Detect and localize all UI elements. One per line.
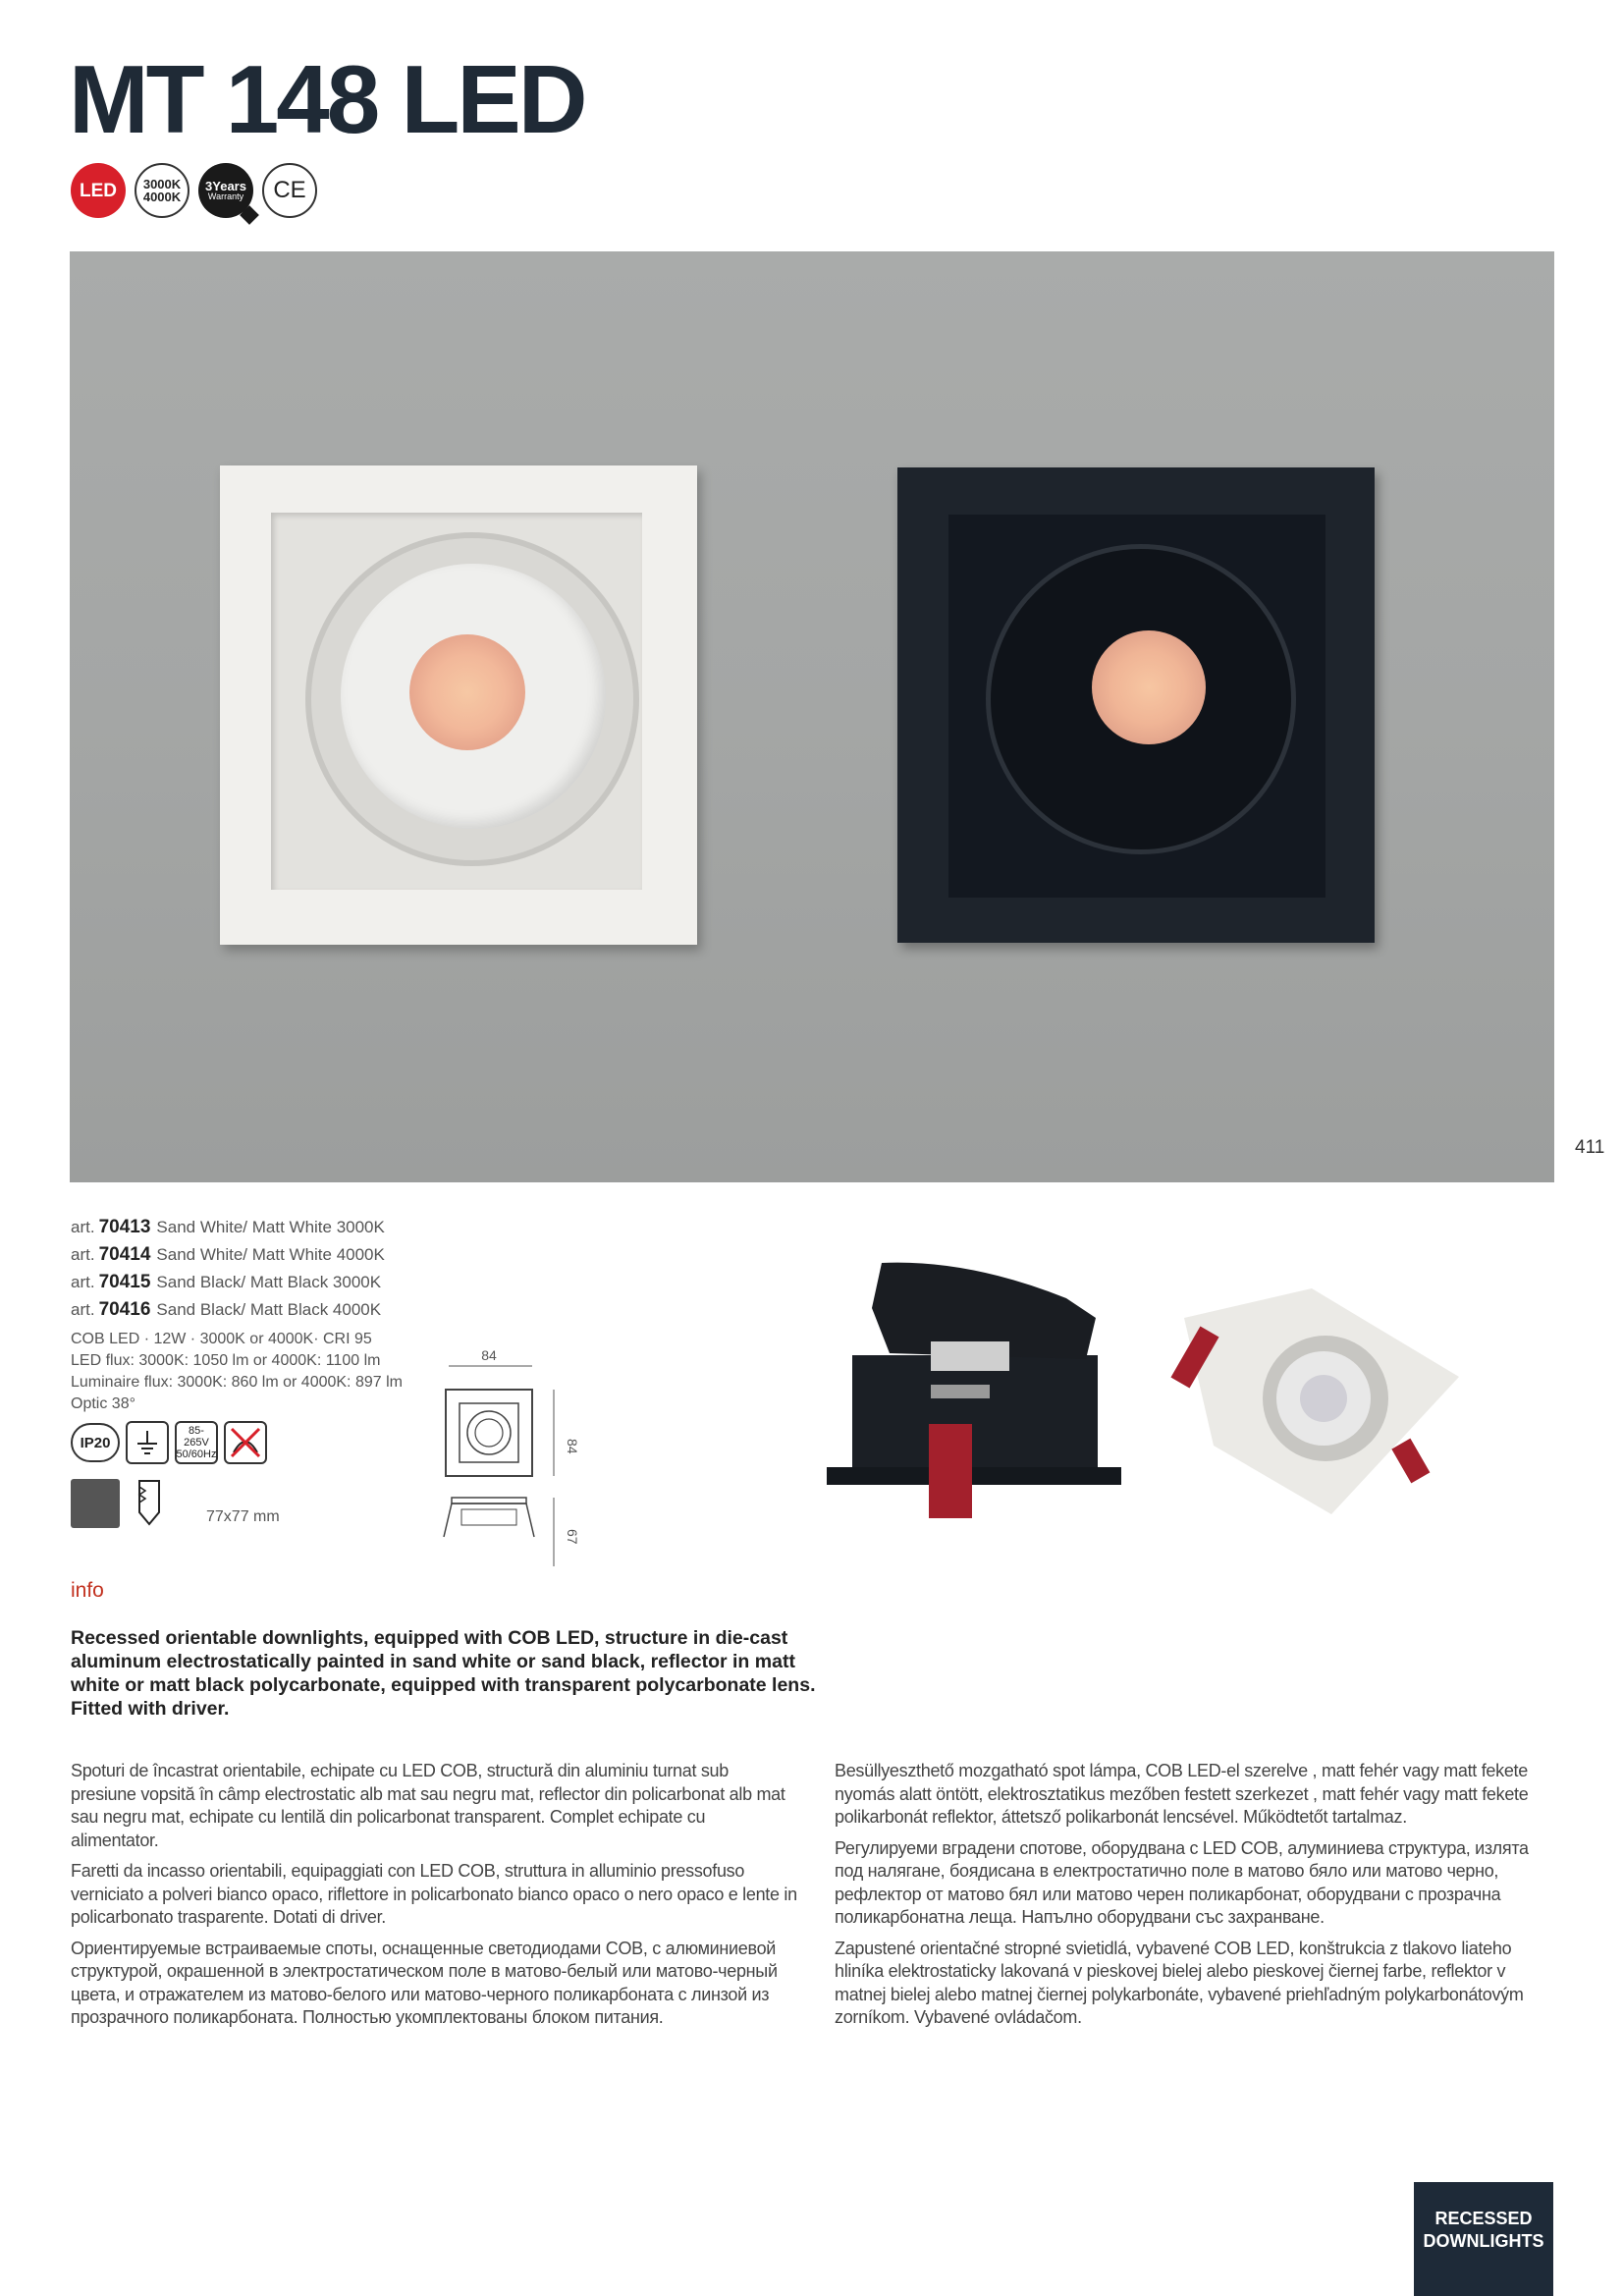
spec-line: Luminaire flux: 3000K: 860 lm or 4000K: 897 lm — [71, 1374, 403, 1391]
cutout-saw-icon — [132, 1479, 165, 1528]
section-tab-line-2: DOWNLIGHTS — [1423, 2231, 1544, 2251]
white-downlight-image — [220, 465, 697, 945]
descriptions-right-column — [835, 1760, 1561, 2038]
article-row: art. 70416 Sand Black/ Matt Black 4000K — [71, 1299, 382, 1320]
ip-rating-icon: IP20 — [71, 1423, 120, 1462]
product-hero-photo — [70, 251, 1554, 1182]
cutout-size: 77x77 mm — [206, 1508, 280, 1525]
info-heading: info — [71, 1579, 104, 1602]
spec-line: COB LED · 12W · 3000K or 4000K· CRI 95 — [71, 1331, 372, 1347]
spec-icons — [71, 1421, 267, 1464]
italian-description: Faretti da incasso orientabili, equipaggiati con LED COB, struttura in alluminio pressofuso verniciato a polveri bianco opaco, riflettore in policarbonato bianco opaco o nero opaco e lente in policarbonato trasparente. Dotati di driver. — [71, 1861, 797, 1927]
article-list — [71, 1214, 385, 1324]
product-title: MT 148 LED — [69, 45, 585, 153]
product-side-views-image — [821, 1249, 1469, 1544]
voltage-icon — [175, 1421, 218, 1464]
article-row: art. 70413 Sand White/ Matt White 3000K — [71, 1217, 385, 1237]
ground-class-icon — [126, 1421, 169, 1464]
section-tab-line-1: RECESSED — [1434, 2209, 1533, 2228]
kelvin-value-1: 3000K — [142, 177, 182, 191]
page-number: 411 — [1575, 1137, 1605, 1158]
section-tab — [1414, 2182, 1553, 2296]
color-temperature-badge-icon — [135, 163, 189, 218]
depth-dimension: 84 — [565, 1439, 580, 1454]
no-insulation-cover-icon — [224, 1421, 267, 1464]
technical-specs — [71, 1329, 403, 1415]
article-row: art. 70415 Sand Black/ Matt Black 3000K — [71, 1272, 382, 1292]
article-row: art. 70414 Sand White/ Matt White 4000K — [71, 1244, 385, 1265]
ce-mark-icon — [262, 163, 317, 218]
voltage-range: 85-265V — [184, 1424, 209, 1449]
hungarian-description: Besüllyeszthető mozgatható spot lámpa, COB LED-el szerelve , matt fehér vagy matt fekete nyomás alatt öntött, elektrosztatikus mezőben festett szerkezet , matt fehér vagy matt fekete polikarbonát reflektor, áttetsző polikarbonát lencsével. Működtetőt tartalmaz. — [835, 1761, 1529, 1827]
height-dimension: 67 — [565, 1529, 580, 1545]
voltage-frequency: 50/60Hz — [176, 1449, 217, 1461]
warranty-label: Warranty — [207, 191, 244, 201]
bulgarian-description: Регулируеми вградени спотове, оборудвана с LED COB, алуминиева структура, излята под налягане, боядисана в електростатично поле в матово бяло или матово черно, рефлектор от матово бял или матово черен поликарбонат, оборудвани с прозрачна поликарбонатна леща. Напълно оборудвани със захранване. — [835, 1837, 1529, 1927]
spec-line: Optic 38° — [71, 1395, 135, 1412]
romanian-description: Spoturi de încastrat orientabile, echipate cu LED COB, structură din aluminiu turnat sub presiune vopsită în câmp electrostatic alb mat sau negru mat, reflector din policarbonat alb mat sau negru mat, echipate cu lentilă din policarbonat transparent. Complet echipate cu alimentator. — [71, 1761, 785, 1850]
warranty-years: 3Years — [205, 179, 246, 193]
led-badge-label: LED — [80, 180, 117, 201]
dimension-drawing — [434, 1348, 591, 1574]
width-dimension: 84 — [481, 1348, 497, 1363]
warranty-badge-icon — [198, 163, 253, 218]
led-badge-icon — [71, 163, 126, 218]
descriptions-left-column — [71, 1760, 797, 2038]
russian-description: Ориентируемые встраиваемые споты, оснащенные светодиодами COB, с алюминиевой структурой, окрашенной в электростатическом поле в матово-белый или матово-черный цвета, и отражателем из матово-белого или матово-черного поликарбоната с линзой из прозрачного поликарбоната. Полностью укомплектованы блоком питания. — [71, 1938, 778, 2027]
orientable-icon — [71, 1479, 120, 1528]
english-description: Recessed orientable downlights, equipped with COB LED, structure in die-cast aluminum electrostatically painted in sand white or sand black, reflector in matt white or matt black polycarbonate, equipped with transparent polycarbonate lens. Fitted with driver. — [71, 1627, 816, 1720]
install-icons — [71, 1479, 280, 1528]
ce-mark-label: CE — [273, 177, 306, 203]
spec-line: LED flux: 3000K: 1050 lm or 4000K: 1100 lm — [71, 1352, 381, 1369]
black-downlight-image — [897, 467, 1375, 943]
slovak-description: Zapustené orientačné stropné svietidlá, vybavené COB LED, konštrukcia z tlakovo liateho hliníka elektrostaticky lakovaná v pieskovej bielej alebo pieskovej čiernej farbe, reflektor v matnej bielej alebo matnej čiernej polykarbonáte, vybavené priehľadným polykarbonátovým zorníkom. Vybavené ovládačom. — [835, 1938, 1524, 2027]
certification-badges — [71, 163, 317, 218]
kelvin-value-2: 4000K — [142, 190, 182, 204]
